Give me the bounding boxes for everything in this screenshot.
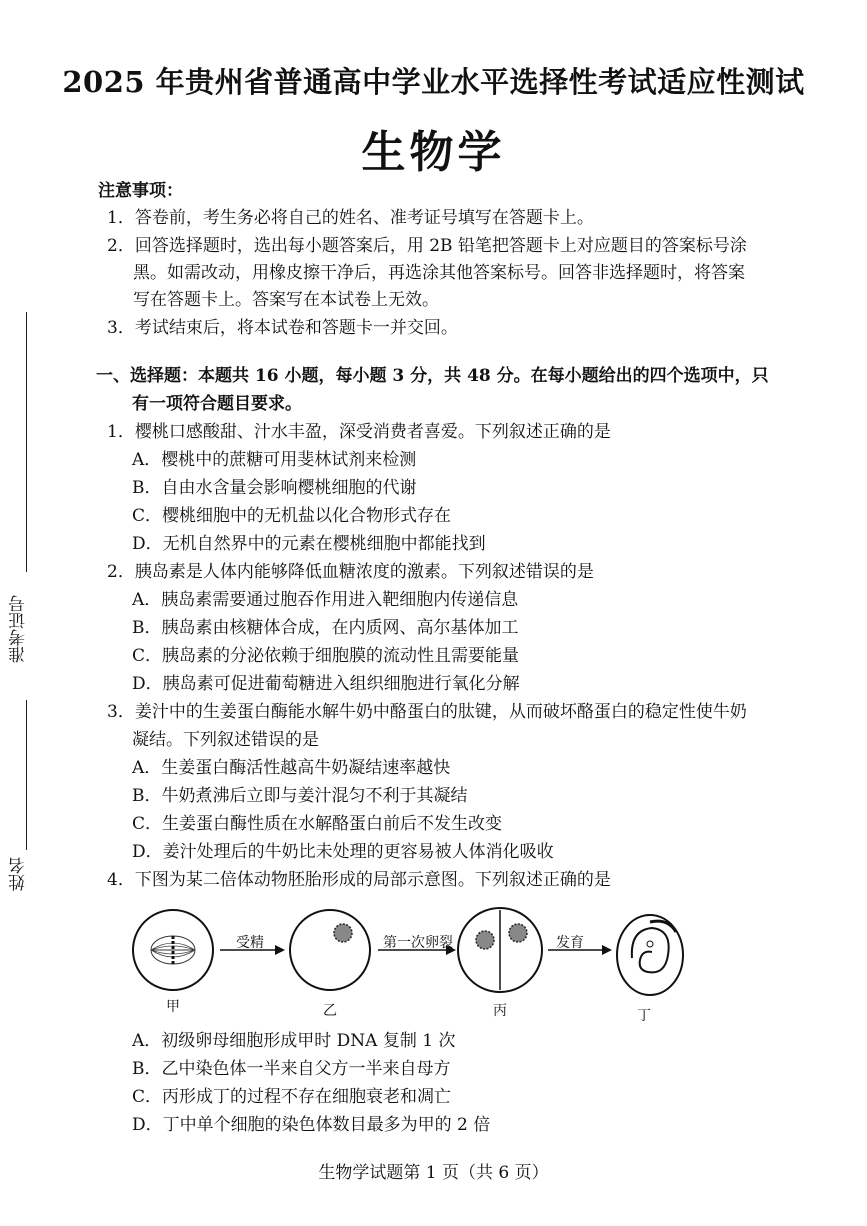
embryo-development-figure [120,900,720,1025]
question-option: D．胰岛素可促进葡萄糖进入组织细胞进行氧化分解 [132,674,520,694]
binding-line-bottom [26,700,27,850]
question-option: D．无机自然界中的元素在樱桃细胞中都能找到 [132,534,486,554]
figure-cell-label: 丙 [493,1003,507,1019]
notice-item: 3．考试结束后，将本试卷和答题卡一并交回。 [107,318,458,338]
page-footer: 生物学试题第 1 页（共 6 页） [318,1163,549,1183]
figure-arrow-label: 第一次卵裂 [383,935,453,951]
section-heading-cont: 有一项符合题目要求。 [132,394,302,414]
cell-yi [290,910,370,990]
question-stem: 4．下图为某二倍体动物胚胎形成的局部示意图。下列叙述正确的是 [107,870,611,890]
question-option: A．胰岛素需要通过胞吞作用进入靶细胞内传递信息 [132,590,519,610]
question-option: B．牛奶煮沸后立即与姜汁混匀不利于其凝结 [132,786,468,806]
notice-heading: 注意事项： [98,181,183,201]
notice-item: 1．答卷前，考生务必将自己的姓名、准考证号填写在答题卡上。 [107,208,594,228]
question-option: D．姜汁处理后的牛奶比未处理的更容易被人体消化吸收 [132,842,554,862]
figure-arrow-label: 发育 [556,935,584,951]
cell-jia [133,910,213,990]
notice-item-cont: 黑。如需改动，用橡皮擦干净后，再选涂其他答案标号。回答非选择题时，将答案 [133,263,745,283]
cell-ding [617,915,683,995]
figure-cell-label: 丁 [637,1008,651,1024]
question-stem-cont: 凝结。下列叙述错误的是 [132,730,319,750]
exam-title: 2025 年贵州省普通高中学业水平选择性考试适应性测试 [62,65,805,99]
question-option: C．生姜蛋白酶性质在水解酪蛋白前后不发生改变 [132,814,503,834]
figure-arrow-label: 受精 [236,935,264,951]
question-option: B．胰岛素由核糖体合成，在内质网、高尔基体加工 [132,618,519,638]
question-option: C．丙形成丁的过程不存在细胞衰老和凋亡 [132,1087,452,1107]
question-option: C．樱桃细胞中的无机盐以化合物形式存在 [132,506,452,526]
question-option: C．胰岛素的分泌依赖于细胞膜的流动性且需要能量 [132,646,520,666]
figure-cell-label: 乙 [323,1003,337,1019]
question-option: B．自由水含量会影响樱桃细胞的代谢 [132,478,417,498]
cell-bing [458,908,542,992]
name-label: 姓名 [9,857,29,891]
exam-id-label: 准考证号 [9,595,29,663]
subject-title: 生物学 [361,127,506,178]
question-option: B．乙中染色体一半来自父方一半来自母方 [132,1059,451,1079]
section-heading: 一、选择题：本题共 16 小题，每小题 3 分，共 48 分。在每小题给出的四个选项中，只 [96,366,769,386]
question-option: A．初级卵母细胞形成甲时 DNA 复制 1 次 [132,1031,456,1051]
question-stem: 1．樱桃口感酸甜、汁水丰盈，深受消费者喜爱。下列叙述正确的是 [107,422,611,442]
question-option: D．丁中单个细胞的染色体数目最多为甲的 2 倍 [132,1115,491,1135]
binding-line-top [26,312,27,572]
question-option: A．生姜蛋白酶活性越高牛奶凝结速率越快 [132,758,451,778]
question-stem: 2．胰岛素是人体内能够降低血糖浓度的激素。下列叙述错误的是 [107,562,594,582]
question-stem: 3．姜汁中的生姜蛋白酶能水解牛奶中酪蛋白的肽键，从而破坏酪蛋白的稳定性使牛奶 [107,702,747,722]
notice-item-cont: 写在答题卡上。答案写在本试卷上无效。 [133,290,439,310]
question-option: A．樱桃中的蔗糖可用斐林试剂来检测 [132,450,417,470]
notice-item: 2．回答选择题时，选出每小题答案后，用 2B 铅笔把答题卡上对应题目的答案标号涂 [107,236,747,256]
figure-cell-label: 甲 [166,999,180,1015]
